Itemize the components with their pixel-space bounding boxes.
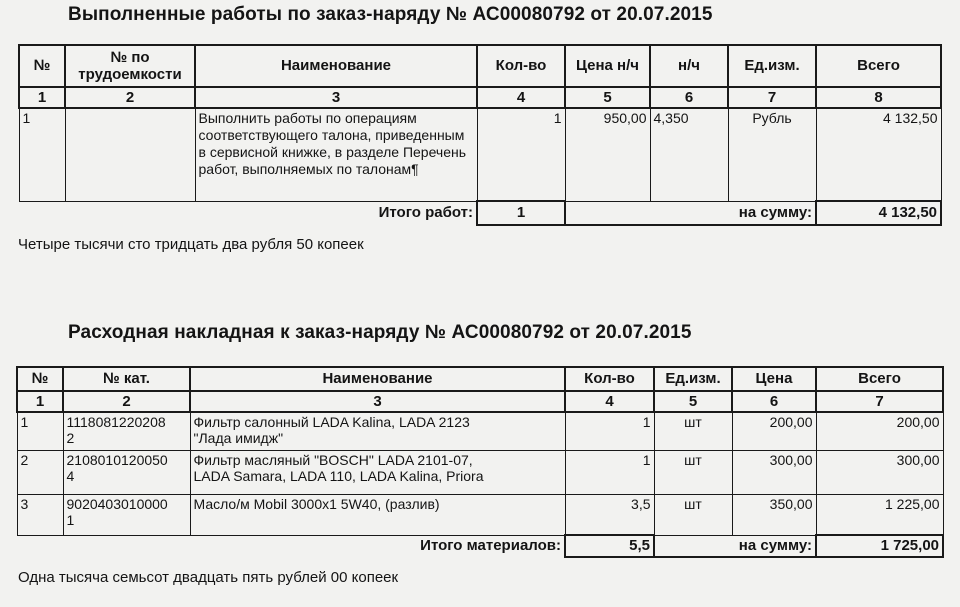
works-colnum: 8 bbox=[816, 87, 941, 108]
works-header-name: Наименование bbox=[195, 45, 477, 87]
materials-row-name bbox=[190, 450, 565, 494]
materials-row-unit: шт bbox=[654, 450, 732, 494]
materials-row-code-line2: 1 bbox=[66, 511, 75, 528]
materials-header-price: Цена bbox=[732, 367, 816, 391]
materials-header-n: № bbox=[17, 367, 63, 391]
works-row-name: Выполнить работы по операциям соответствующего талона, приведенным в сервисной книжке, в разделе Перечень работ, выполняемых по талонам¶ bbox=[195, 108, 477, 201]
materials-row-code bbox=[63, 412, 190, 450]
materials-row-price: 300,00 bbox=[732, 450, 816, 494]
materials-row-name-line2: "Лада имидж" bbox=[193, 430, 284, 446]
materials-colnum: 3 bbox=[190, 391, 565, 412]
works-header-n: № bbox=[19, 45, 65, 87]
works-total-label: Итого работ: bbox=[378, 204, 473, 222]
materials-row-qty: 1 bbox=[565, 412, 654, 450]
materials-header-total: Всего bbox=[816, 367, 943, 391]
works-header-qty: Кол-во bbox=[477, 45, 565, 87]
materials-row-price: 200,00 bbox=[732, 412, 816, 450]
works-row-price: 950,00 bbox=[565, 108, 650, 201]
materials-row-code bbox=[63, 494, 190, 535]
table-row bbox=[17, 412, 943, 450]
works-row-hours: 4,350 bbox=[650, 108, 728, 201]
materials-row-total: 300,00 bbox=[816, 450, 943, 494]
works-header-total: Всего bbox=[816, 45, 941, 87]
materials-header-qty: Кол-во bbox=[565, 367, 654, 391]
materials-row-n: 1 bbox=[17, 412, 63, 450]
table-row bbox=[17, 494, 943, 535]
materials-colnum: 1 bbox=[17, 391, 63, 412]
materials-header-name: Наименование bbox=[190, 367, 565, 391]
materials-header-row bbox=[17, 367, 943, 391]
materials-sum-value: 1 725,00 bbox=[816, 535, 943, 557]
materials-row-name-line1: Фильтр салонный LADA Kalina, LADA 2123 bbox=[193, 414, 470, 430]
works-total-row bbox=[19, 201, 941, 225]
works-in-words: Четыре тысячи сто тридцать два рубля 50 копеек bbox=[18, 236, 364, 253]
works-header-unit: Ед.изм. bbox=[728, 45, 816, 87]
materials-row-n: 3 bbox=[17, 494, 63, 535]
materials-row-code-line2: 2 bbox=[66, 430, 75, 446]
materials-colnum-row bbox=[17, 391, 943, 412]
materials-colnum: 6 bbox=[732, 391, 816, 412]
works-row-code bbox=[65, 108, 195, 201]
materials-colnum: 5 bbox=[654, 391, 732, 412]
works-colnum-row bbox=[19, 87, 941, 108]
works-total-qty: 1 bbox=[477, 201, 565, 225]
works-header-hours: н/ч bbox=[650, 45, 728, 87]
materials-row-unit: шт bbox=[654, 494, 732, 535]
materials-header-unit: Ед.изм. bbox=[654, 367, 732, 391]
materials-colnum: 2 bbox=[63, 391, 190, 412]
materials-total-label: Итого материалов: bbox=[420, 537, 561, 555]
materials-row-qty: 3,5 bbox=[565, 494, 654, 535]
works-colnum: 1 bbox=[19, 87, 65, 108]
works-table bbox=[18, 44, 942, 226]
works-colnum: 3 bbox=[195, 87, 477, 108]
materials-total-row bbox=[17, 535, 943, 557]
works-row-unit: Рубль bbox=[728, 108, 816, 201]
materials-row-code-line1: 1118081220208 bbox=[66, 414, 166, 430]
materials-sum-label: на сумму: bbox=[654, 535, 816, 557]
works-header-row bbox=[19, 45, 941, 87]
materials-in-words: Одна тысяча семьсот двадцать пять рублей 00 копеек bbox=[18, 569, 399, 586]
materials-row-name-line1: Фильтр масляный "BOSCH" LADA 2101-07, bbox=[193, 451, 473, 468]
materials-row-unit: шт bbox=[654, 412, 732, 450]
materials-row-total: 1 225,00 bbox=[816, 494, 943, 535]
works-row-n: 1 bbox=[19, 108, 65, 201]
materials-row-name bbox=[190, 494, 565, 535]
materials-row-code-line2: 4 bbox=[66, 467, 75, 484]
materials-row-qty: 1 bbox=[565, 450, 654, 494]
works-row-total: 4 132,50 bbox=[816, 108, 941, 201]
materials-row-name-line2: LADA Samara, LADA 110, LADA Kalina, Priora bbox=[193, 467, 484, 484]
materials-row-code-line1: 2108010120050 bbox=[66, 451, 168, 468]
materials-total-qty: 5,5 bbox=[565, 535, 654, 557]
materials-title: Расходная накладная к заказ-наряду № АС00080792 от 20.07.2015 bbox=[68, 322, 692, 343]
materials-header-code: № кат. bbox=[63, 367, 190, 391]
materials-row-price: 350,00 bbox=[732, 494, 816, 535]
works-colnum: 6 bbox=[650, 87, 728, 108]
works-title: Выполненные работы по заказ-наряду № АС00080792 от 20.07.2015 bbox=[68, 4, 713, 25]
materials-row-total: 200,00 bbox=[816, 412, 943, 450]
materials-colnum: 7 bbox=[816, 391, 943, 412]
materials-row-name bbox=[190, 412, 565, 450]
works-colnum: 2 bbox=[65, 87, 195, 108]
materials-row-code bbox=[63, 450, 190, 494]
materials-row-name-line1: Масло/м Mobil 3000х1 5W40, (разлив) bbox=[193, 495, 440, 512]
works-colnum: 5 bbox=[565, 87, 650, 108]
works-sum-value: 4 132,50 bbox=[816, 201, 941, 225]
materials-row-code-line1: 9020403010000 bbox=[66, 495, 168, 512]
works-header-price: Цена н/ч bbox=[565, 45, 650, 87]
materials-colnum: 4 bbox=[565, 391, 654, 412]
table-row bbox=[19, 108, 941, 201]
works-sum-label: на сумму: bbox=[565, 201, 816, 225]
works-colnum: 7 bbox=[728, 87, 816, 108]
materials-row-n: 2 bbox=[17, 450, 63, 494]
table-row bbox=[17, 450, 943, 494]
works-colnum: 4 bbox=[477, 87, 565, 108]
materials-table bbox=[16, 366, 944, 558]
works-header-code: № по трудоемкости bbox=[65, 45, 195, 87]
works-row-qty: 1 bbox=[477, 108, 565, 201]
